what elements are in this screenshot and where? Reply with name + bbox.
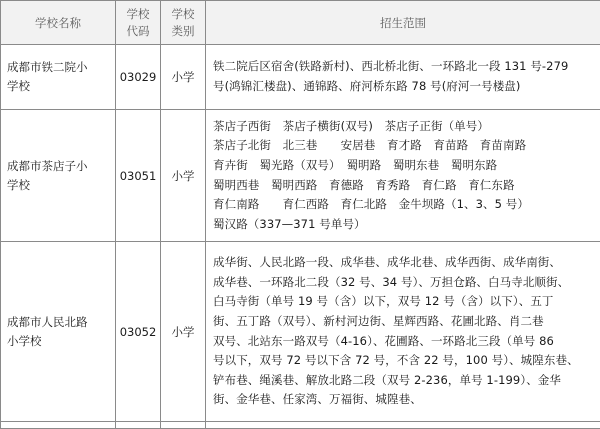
school-name-cell — [1, 242, 116, 422]
school-name-cell — [1, 45, 116, 110]
table-row — [1, 242, 600, 422]
table-row — [1, 45, 600, 110]
range-line: 蜀汉路（337—371 号单号） — [213, 215, 596, 235]
school-type-cell: 小学 — [161, 242, 206, 422]
header-school-type-line2: 类别 — [161, 23, 205, 40]
range-line: 号(鸿锦汇楼盘)、通锦路、府河桥东路 78 号(府河一号楼盘) — [213, 77, 596, 97]
range-line: 茶店子西街 茶店子横街(双号) 茶店子正街（单号） — [213, 117, 596, 137]
range-line: 街、五丁路（双号）、新村河边街、星辉西路、花圃北路、肖二巷 — [213, 312, 596, 332]
header-school-code-line2: 代码 — [116, 23, 160, 40]
school-name-line1: 成都市铁二院小 — [7, 58, 115, 77]
school-type-cell: 小学 — [161, 45, 206, 110]
school-type-cell: 小学 — [161, 110, 206, 242]
range-line: 蜀明西巷 蜀明西路 育德路 育秀路 育仁路 育仁东路 — [213, 176, 596, 196]
range-line: 街、金华巷、任家湾、万福街、城隍巷、 — [213, 390, 596, 410]
range-line: 育仁南路 育仁西路 育仁北路 金牛坝路（1、3、5 号） — [213, 195, 596, 215]
range-line: 白马寺街（单号 19 号（含）以下，双号 12 号（含）以下）、五丁 — [213, 292, 596, 312]
range-line: 茶店子北街 北三巷 安居巷 育才路 育苗路 育苗南路 — [213, 136, 596, 156]
range-line: 成华街、人民北路一段、成华巷、成华北巷、成华西街、成华南街、 — [213, 253, 596, 273]
header-school-code-line1: 学校 — [116, 6, 160, 23]
header-enrollment-range — [206, 1, 600, 45]
header-school-type — [161, 1, 206, 45]
enrollment-range-cell — [206, 422, 600, 429]
school-code-cell: 03051 — [116, 110, 161, 242]
school-name-line2: 学校 — [7, 77, 115, 96]
school-code-cell: 03029 — [116, 45, 161, 110]
header-enrollment-range-text: 招生范围 — [380, 16, 426, 30]
range-line: 成华巷、一环路北二段（32 号、34 号）、万担仓路、白马寺北顺街、 — [213, 273, 596, 293]
school-name-line1: 成都市茶店子小 — [7, 157, 115, 176]
table-header-row — [1, 1, 600, 45]
school-code-cell: 03052 — [116, 242, 161, 422]
school-name-cell — [1, 110, 116, 242]
school-type-cell — [161, 422, 206, 429]
school-name-line1: 成都市人民北路 — [7, 313, 115, 332]
enrollment-range-cell — [206, 110, 600, 242]
enrollment-range-cell — [206, 45, 600, 110]
range-line: 铁二院后区宿舍(铁路新村)、西北桥北街、一环路北一段 131 号-279 — [213, 57, 596, 77]
header-school-name — [1, 1, 116, 45]
header-school-type-line1: 学校 — [161, 6, 205, 23]
enrollment-range-cell — [206, 242, 600, 422]
range-line: 育卉街 蜀光路（双号） 蜀明路 蜀明东巷 蜀明东路 — [213, 156, 596, 176]
header-school-name-text: 学校名称 — [35, 16, 81, 30]
school-code-cell — [116, 422, 161, 429]
school-name-cell — [1, 422, 116, 429]
range-line: 号以下，双号 72 号以下含 72 号，不含 22 号，100 号）、城隍东巷、 — [213, 351, 596, 371]
range-line: 铲布巷、绳溪巷、解放北路二段（双号 2-236，单号 1-199）、金华 — [213, 371, 596, 391]
range-line: 双号、北站东一路双号（4-16）、花圃路、一环路北三段（单号 86 — [213, 332, 596, 352]
school-name-line2: 小学校 — [7, 332, 115, 351]
header-school-code — [116, 1, 161, 45]
table-row — [1, 110, 600, 242]
school-name-line2: 学校 — [7, 176, 115, 195]
table-row-partial — [1, 422, 600, 429]
